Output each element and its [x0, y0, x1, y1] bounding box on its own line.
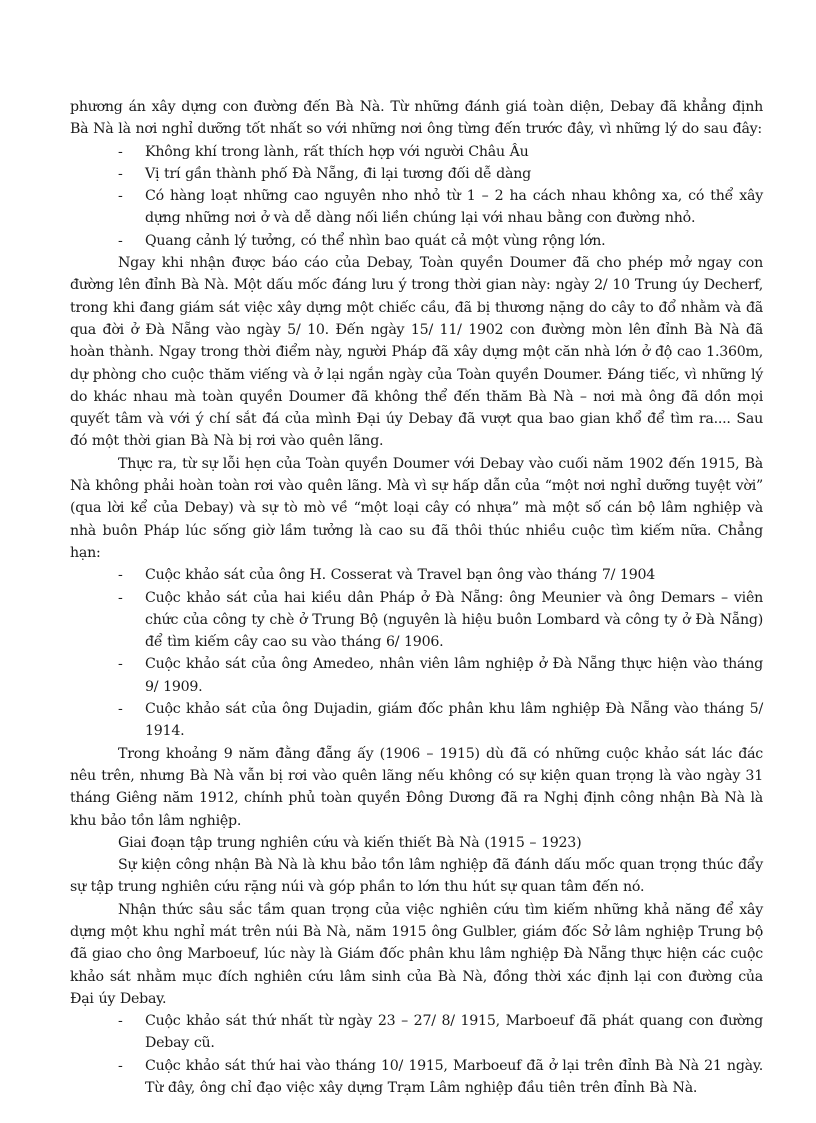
- paragraph-debay-conclusion: phương án xây dựng con đường đến Bà Nà. Từ những đánh giá toàn diện, Debay đã khẳng định Bà Nà là nơi nghỉ dưỡng tốt nhất so với những nơi ông từng đến trước đây, vì những lý do sau đây:: [70, 99, 763, 138]
- list-item: - Cuộc khảo sát thứ hai vào tháng 10/ 1915, Marboeuf đã ở lại trên đỉnh Bà Nà 21 ngày. Từ đây, ông chỉ đạo việc xây dựng Trạm Lâm nghiệp đầu tiên trên đỉnh Bà Nà.: [145, 1055, 763, 1100]
- document-page: [70, 96, 763, 1099]
- paragraph-marboeuf: Nhận thức sâu sắc tầm quan trọng của việc nghiên cứu tìm kiếm những khả năng để xây dựng một khu nghỉ mát trên núi Bà Nà, năm 1915 ông Gulbler, giám đốc Sở lâm nghiệp Trung bộ đã giao cho ông Marboeuf, lúc này là Giám đốc phân khu lâm nghiệp Đà Nẵng thực hiện các cuộc khảo sát nhằm mục đích nghiên cứu lâm sinh của Bà Nà, đồng thời xác định lại con đường của Đại úy Debay.: [70, 901, 763, 1007]
- list-item: - Cuộc khảo sát của ông Amedeo, nhân viên lâm nghiệp ở Đà Nẵng thực hiện vào tháng 9/ 1909.: [145, 653, 763, 698]
- paragraph-surveys-intro: Thực ra, từ sự lỗi hẹn của Toàn quyền Doumer với Debay vào cuối năm 1902 đến 1915, Bà Nà không phải hoàn toàn rơi vào quên lãng. Mà vì sự hấp dẫn của “một nơi nghỉ dưỡng tuyệt vời” (qua lời kể của Debay) và sự tò mò về “một loại cây có nhựa” mà một số cán bộ lâm nghiệp và nhà buôn Pháp lúc sống giờ lầm tưởng là cao su đã thôi thúc nhiều cuộc tìm kiếm nữa. Chẳng hạn:: [70, 455, 763, 561]
- list-item: - Quang cảnh lý tưởng, có thể nhìn bao quát cả một vùng rộng lớn.: [145, 230, 763, 252]
- list-item: - Cuộc khảo sát của ông H. Cosserat và Travel bạn ông vào tháng 7/ 1904: [145, 564, 763, 586]
- list-item: - Cuộc khảo sát thứ nhất từ ngày 23 – 27/ 8/ 1915, Marboeuf đã phát quang con đường Debay cũ.: [145, 1010, 763, 1055]
- surveys-list: [70, 564, 763, 742]
- list-item: - Có hàng loạt những cao nguyên nho nhỏ từ 1 – 2 ha cách nhau không xa, có thể xây dựng những nơi ở và dễ dàng nối liền chúng lại với nhau bằng con đường nhỏ.: [145, 185, 763, 230]
- paragraph-recognition: Sự kiện công nhận Bà Nà là khu bảo tồn lâm nghiệp đã đánh dấu mốc quan trọng thúc đẩy sự tập trung nghiên cứu rặng núi và góp phần to lớn thu hút sự quan tâm đến nó.: [70, 857, 763, 896]
- list-item: - Cuộc khảo sát của hai kiều dân Pháp ở Đà Nẵng: ông Meunier và ông Demars – viên chức của công ty chè ở Trung Bộ (nguyên là hiệu buôn Lombard và công ty ở Đà Nẵng) để tìm kiếm cây cao su vào tháng 6/ 1906.: [145, 587, 763, 654]
- paragraph-doumer-road: Ngay khi nhận được báo cáo của Debay, Toàn quyền Doumer đã cho phép mở ngay con đường lên đỉnh Bà Nà. Một dấu mốc đáng lưu ý trong thời gian này: ngày 2/ 10 Trung úy Decherf, trong khi đang giám sát việc xây dựng một chiếc cầu, đã bị thương nặng do cây to đổ nhằm và đã qua đời ở Đà Nẵng vào ngày 5/ 10. Đến ngày 15/ 11/ 1902 con đường mòn lên đỉnh Bà Nà đã hoàn thành. Ngay trong thời điểm này, người Pháp đã xây dựng một căn nhà lớn ở độ cao 1.360m, dự phòng cho cuộc thăm viếng và ở lại ngắn ngày của Toàn quyền Doumer. Đáng tiếc, vì những lý do khác nhau mà toàn quyền Doumer đã không thể đến thăm Bà Nà – nơi mà ông đã dồn mọi quyết tâm và với ý chí sắt đá của mình Đại úy Debay đã vượt qua bao gian khổ để tìm ra.... Sau đó một thời gian Bà Nà bị rơi vào quên lãng.: [70, 255, 763, 450]
- marboeuf-surveys-list: [70, 1010, 763, 1099]
- reasons-list: [70, 141, 763, 252]
- paragraph-conservation-decree: Trong khoảng 9 năm đằng đẵng ấy (1906 – 1915) dù đã có những cuộc khảo sát lác đác nêu trên, nhưng Bà Nà vẫn bị rơi vào quên lãng nếu không có sự kiện quan trọng là vào ngày 31 tháng Giêng năm 1912, chính phủ toàn quyền Đông Dương đã ra Nghị định công nhận Bà Nà là khu bảo tồn lâm nghiệp.: [70, 745, 763, 829]
- section-heading: Giai đoạn tập trung nghiên cứu và kiến thiết Bà Nà (1915 – 1923): [118, 834, 582, 851]
- list-item: - Cuộc khảo sát của ông Dujadin, giám đốc phân khu lâm nghiệp Đà Nẵng vào tháng 5/ 1914.: [145, 698, 763, 743]
- list-item: - Vị trí gần thành phố Đà Nẵng, đi lại tương đối dễ dàng: [145, 163, 763, 185]
- list-item: - Không khí trong lành, rất thích hợp với người Châu Âu: [145, 141, 763, 163]
